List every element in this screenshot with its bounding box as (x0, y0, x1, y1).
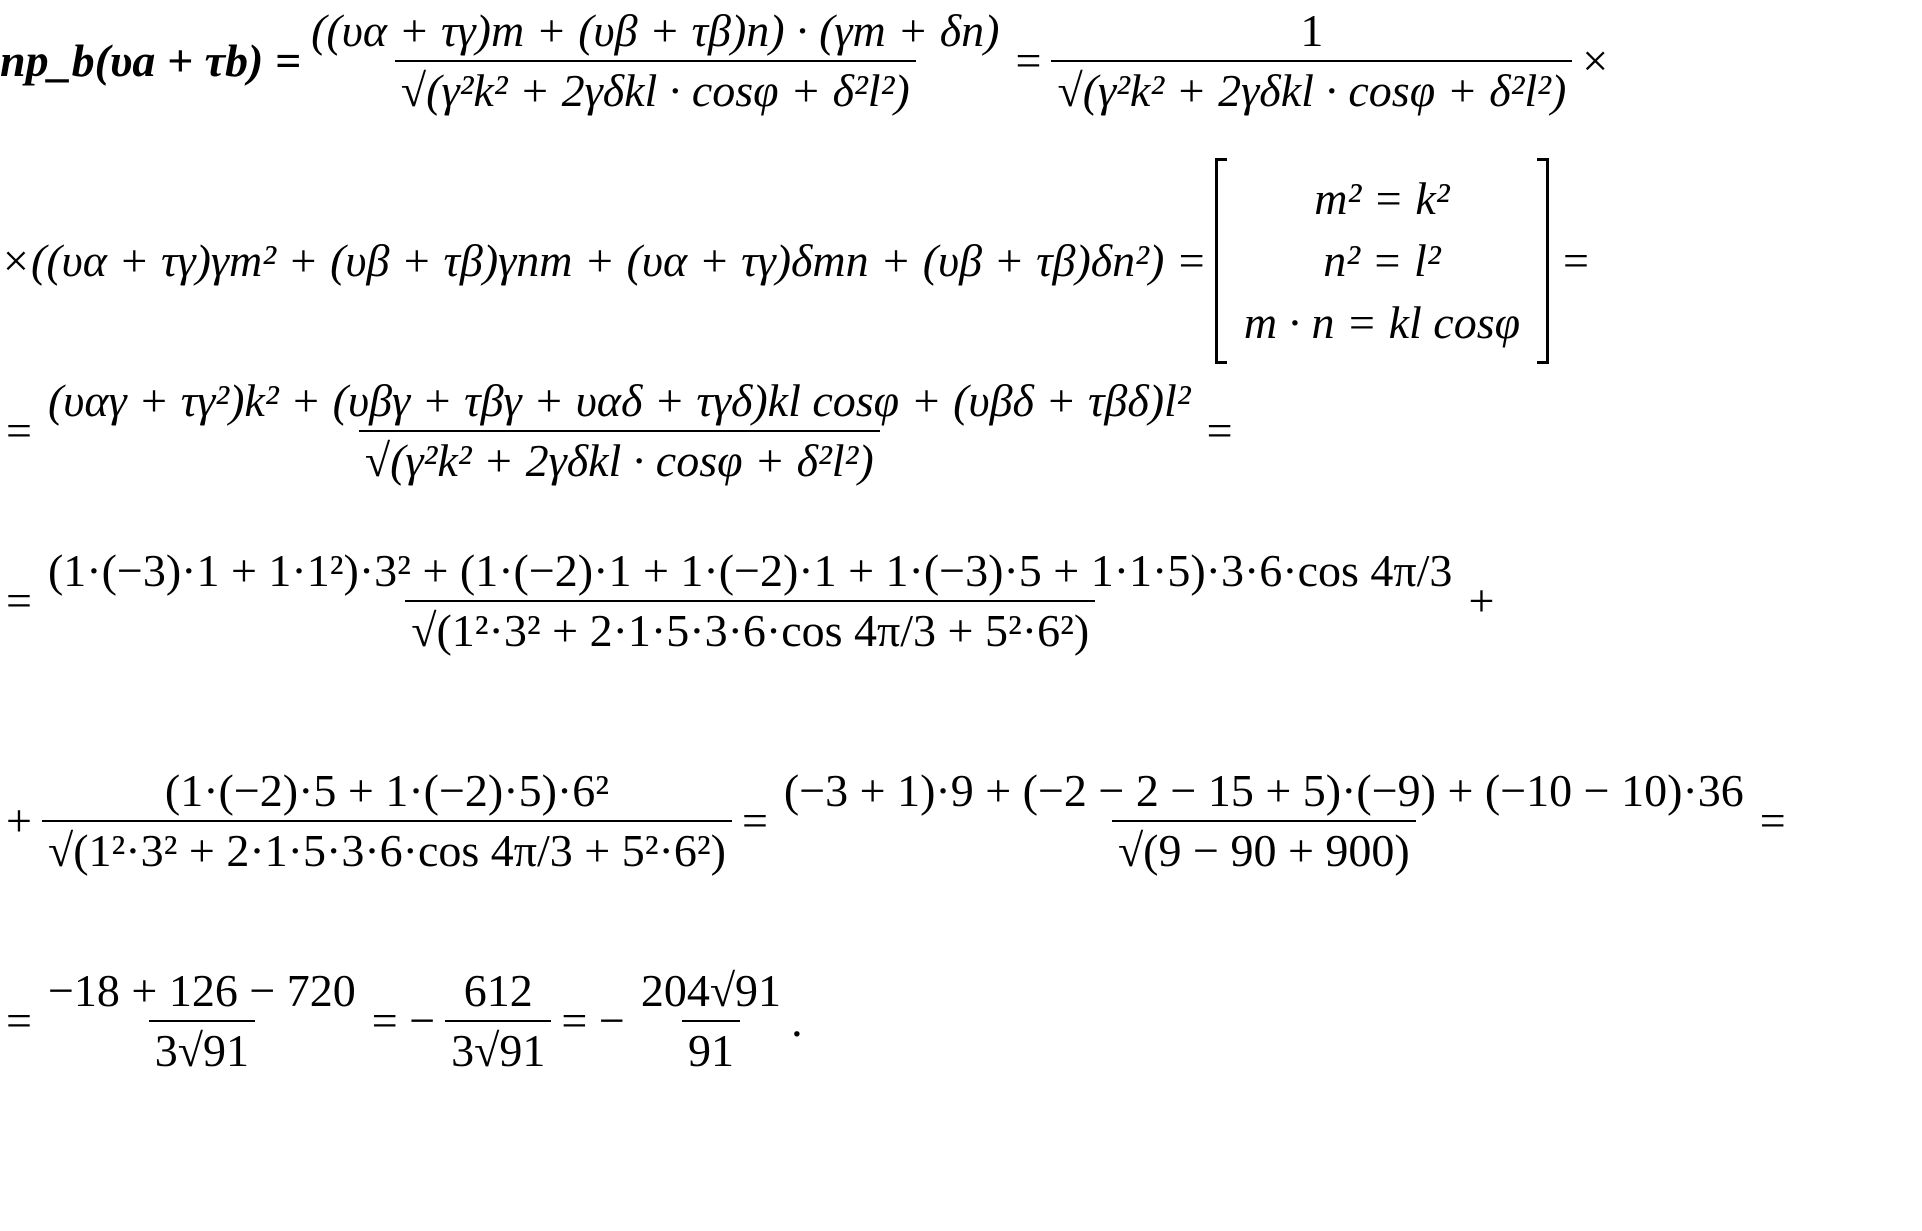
equation-line-4 (0, 545, 1500, 656)
fraction-denominator: 3√91 (149, 1020, 255, 1074)
equals-sign: = (1563, 235, 1589, 286)
equation-line-6 (0, 965, 803, 1076)
substitution-rule: m² = k² (1314, 173, 1450, 224)
equals-sign: = (1015, 35, 1042, 86)
fraction-numerator: ((υα + τγ)m + (υβ + τβ)n) · (γm + δn) (311, 5, 1000, 56)
fraction-denominator: √(γ²k² + 2γδkl · cosφ + δ²l²) (1051, 60, 1572, 114)
fraction-denominator: √(1²·3² + 2·1·5·3·6·cos 4π/3 + 5²·6²) (405, 600, 1095, 654)
equals-minus-sign: = − (561, 995, 625, 1046)
fraction-final (635, 965, 787, 1076)
expanded-product: ×((υα + τγ)γm² + (υβ + τβ)γnm + (υα + τγ)δmn + (υβ + τβ)δn²) = (0, 235, 1207, 286)
equals-sign: = (741, 795, 768, 846)
fraction-numerator: (1·(−3)·1 + 1·1²)·3² + (1·(−2)·1 + 1·(−2)·1 + 1·(−3)·5 + 1·1·5)·3·6·cos 4π/3 (47, 545, 1453, 596)
lhs-expression: np_b(υa + τb) = (0, 35, 302, 86)
fraction-denominator: √(1²·3² + 2·1·5·3·6·cos 4π/3 + 5²·6²) (42, 820, 732, 874)
fraction-denominator: √(9 − 90 + 900) (1112, 820, 1416, 874)
equation-line-2 (0, 158, 1595, 364)
fraction-unit (1051, 5, 1572, 116)
fraction-numerator: −18 + 126 − 720 (47, 965, 356, 1016)
equation-line-3 (0, 375, 1239, 486)
fraction-numeric (42, 545, 1458, 656)
substitution-rule: n² = l² (1323, 235, 1441, 286)
fraction-denominator: 3√91 (445, 1020, 551, 1074)
equals-sign: = (6, 575, 32, 626)
fraction-numerator: (υαγ + τγ²)k² + (υβγ + τβγ + υαδ + τγδ)kl cosφ + (υβδ + τβδ)l² (47, 375, 1191, 426)
final-period: . (791, 995, 803, 1046)
plus-sign: + (1468, 575, 1495, 626)
equals-sign: = (1759, 795, 1786, 846)
fraction-symbolic (42, 375, 1197, 486)
fraction-sum (42, 965, 362, 1076)
times-sign: × (1582, 35, 1609, 86)
equation-line-5 (0, 765, 1792, 876)
equals-sign: = (1206, 405, 1233, 456)
plus-sign: + (6, 795, 32, 846)
fraction-main (305, 5, 1005, 116)
fraction-remainder (42, 765, 732, 876)
fraction-numerator: 1 (1300, 5, 1324, 56)
fraction-numerator: 612 (463, 965, 533, 1016)
fraction-simplified (445, 965, 551, 1076)
substitution-bracket (1215, 158, 1549, 364)
fraction-denominator: 91 (682, 1020, 740, 1074)
substitution-rule: m · n = kl cosφ (1243, 297, 1521, 348)
equals-sign: = (6, 995, 32, 1046)
equals-sign: = (6, 405, 32, 456)
fraction-numerator: 204√91 (640, 965, 782, 1016)
fraction-denominator: √(γ²k² + 2γδkl · cosφ + δ²l²) (395, 60, 916, 114)
equals-minus-sign: = − (371, 995, 436, 1046)
fraction-evaluated (778, 765, 1750, 876)
fraction-denominator: √(γ²k² + 2γδkl · cosφ + δ²l²) (359, 430, 880, 484)
fraction-numerator: (−3 + 1)·9 + (−2 − 2 − 15 + 5)·(−9) + (−10 − 10)·36 (783, 765, 1744, 816)
fraction-numerator: (1·(−2)·5 + 1·(−2)·5)·6² (164, 765, 609, 816)
equation-line-1 (0, 5, 1614, 116)
